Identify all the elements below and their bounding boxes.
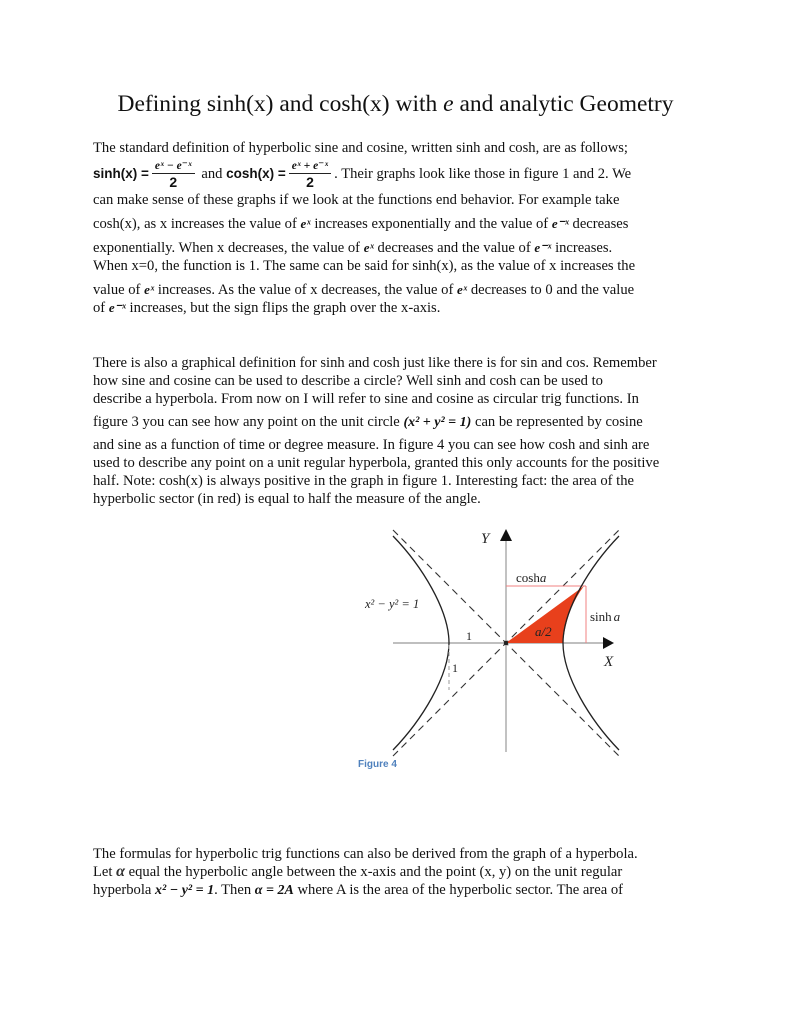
- text-line: The formulas for hyperbolic trig functions can also be derived from the graph of a hyperbola.: [93, 846, 638, 862]
- figure-caption: Figure 4: [358, 759, 397, 770]
- text-line: Let α equal the hyperbolic angle between the x-axis and the point (x, y) on the unit regular: [93, 863, 623, 880]
- y-axis-label: Y: [481, 531, 490, 547]
- paragraph-definition: [93, 139, 713, 317]
- text-line: half. Note: cosh(x) is always positive in the graph in figure 1. Interesting fact: the area of the: [93, 473, 635, 489]
- cosh-fraction: $\frac{\text{eˣ + e⁻ˣ}}{2}$: [289, 159, 331, 190]
- hyperbola-equation-inline: x² − y² = 1: [155, 883, 215, 898]
- text-line: can make sense of these graphs if we look at the functions end behavior. For example take: [93, 192, 620, 208]
- paragraph-formulas: [93, 845, 713, 900]
- text-line: describe a hyperbola. From now on I will refer to sine and cosine as circular trig functions. In: [93, 391, 639, 407]
- text-line: value of eˣ increases. As the value of x decreases, the value of eˣ decreases to 0 and the value: [93, 282, 635, 298]
- sinh-fraction: $\frac{\text{eˣ − e⁻ˣ}}{2}$: [152, 159, 195, 190]
- x-axis-label: X: [604, 654, 614, 670]
- sinh-formula-label: sinh(x) =: [93, 165, 149, 181]
- text-line: hyperbola x² − y² = 1. Then α = 2A where A is the area of the hyperbolic sector. The area of: [93, 882, 623, 898]
- alpha-symbol: α: [116, 863, 125, 880]
- unit-circle-equation: (x² + y² = 1): [403, 415, 472, 430]
- paragraph-graphical-definition: [93, 354, 713, 508]
- text-line: cosh(x), as x increases the value of eˣ increases exponentially and the value of e⁻ˣ decreases: [93, 216, 629, 232]
- text-line: There is also a graphical definition for sinh and cosh just like there is for sin and cos. Remember: [93, 355, 657, 371]
- text-and: and: [201, 165, 223, 182]
- page-title: Defining sinh(x) and cosh(x) with e and analytic Geometry: [117, 91, 674, 117]
- unit-label-vertical: 1: [452, 661, 458, 675]
- hyperbola-figure: [350, 520, 650, 765]
- math-enx: e⁻ˣ: [551, 216, 569, 231]
- hyperbola-equation: x² − y² = 1: [365, 597, 420, 611]
- formula-line: [93, 159, 713, 190]
- text-line: When x=0, the function is 1. The same can be said for sinh(x), as the value of x increases the: [93, 258, 636, 274]
- sinh-label: sinh a: [590, 609, 621, 624]
- text-line: used to describe any point on a unit regular hyperbola, granted this only accounts for the positive: [93, 455, 660, 471]
- text-line: hyperbolic sector (in red) is equal to half the measure of the angle.: [93, 491, 481, 507]
- text-line: . Their graphs look like those in figure 1 and 2. We: [334, 165, 632, 182]
- y-axis-arrow-icon: [500, 529, 512, 541]
- math-ex: eˣ: [300, 216, 311, 231]
- text-line: exponentially. When x decreases, the value of eˣ decreases and the value of e⁻ˣ increases.: [93, 240, 613, 256]
- x-axis-arrow-icon: [603, 637, 614, 649]
- text-line: and sine as a function of time or degree measure. In figure 4 you can see how cosh and sinh are: [93, 437, 650, 453]
- alpha-equation: α = 2A: [254, 883, 294, 898]
- unit-label-horizontal: 1: [466, 629, 472, 643]
- cosh-formula-label: cosh(x) =: [226, 165, 286, 181]
- text-line: The standard definition of hyperbolic sine and cosine, written sinh and cosh, are as follows;: [93, 140, 628, 156]
- sector-label: a/2: [535, 624, 552, 639]
- text-line: figure 3 you can see how any point on the unit circle (x² + y² = 1) can be represented by cosine: [93, 414, 643, 430]
- text-line: of e⁻ˣ increases, but the sign flips the graph over the x-axis.: [93, 300, 441, 316]
- cosh-label: cosha: [516, 570, 547, 585]
- text-line: how sine and cosine can be used to describe a circle? Well sinh and cosh can be used to: [93, 373, 603, 389]
